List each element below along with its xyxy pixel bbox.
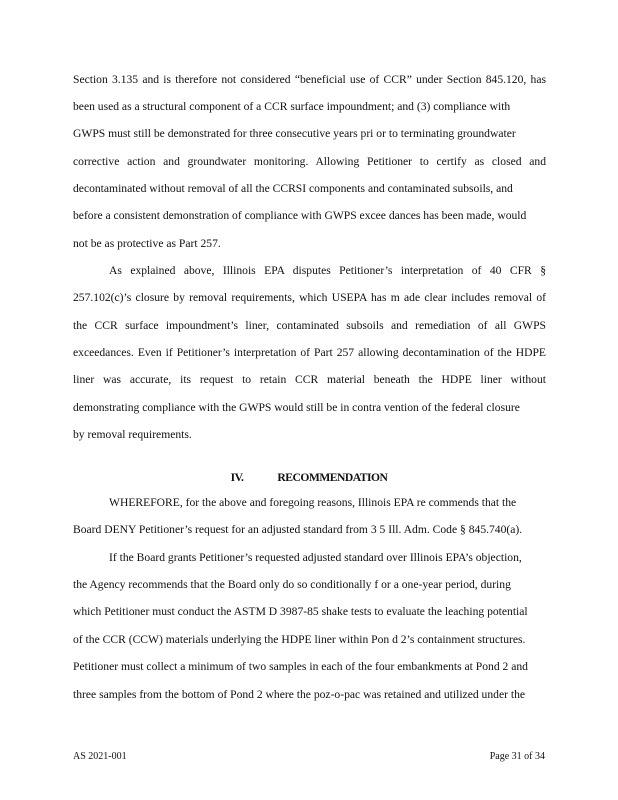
body-line: of the CCR (CCW) materials underlying the HDPE liner within Pon d 2’s containment structures. (73, 633, 526, 646)
section-heading (0, 471, 618, 484)
body-line: before a consistent demonstration of compliance with GWPS excee dances has been made, would (73, 209, 527, 222)
body-line: Petitioner must collect a minimum of two samples in each of the four embankments at Pond 2 and (73, 660, 528, 673)
body-line: the Agency recommends that the Board only do so conditionally f or a one-year period, during (73, 578, 511, 591)
body-line: Board DENY Petitioner’s request for an adjusted standard from 3 5 Ill. Adm. Code § 845.740(a). (73, 523, 523, 536)
section-title: RECOMMENDATION (277, 471, 388, 484)
body-line: liner was accurate, its request to retain CCR material beneath the HDPE liner without (73, 373, 546, 386)
body-line: Section 3.135 and is therefore not considered “beneficial use of CCR” under Section 845.120, has (73, 73, 546, 86)
body-line: exceedances. Even if Petitioner’s interpretation of Part 257 allowing decontamination of the HDPE (73, 346, 546, 359)
body-line: been used as a structural component of a CCR surface impoundment; and (3) compliance with (73, 100, 511, 113)
body-line: If the Board grants Petitioner’s requested adjusted standard over Illinois EPA’s objection, (109, 551, 522, 564)
footer-page-number: Page 31 of 34 (489, 751, 545, 762)
body-line: by removal requirements. (73, 428, 192, 441)
body-line: decontaminated without removal of all the CCRSI components and contaminated subsoils, and (73, 182, 513, 195)
body-line: demonstrating compliance with the GWPS would still be in contra vention of the federal closure (73, 401, 520, 414)
section-number: IV. (230, 471, 244, 484)
body-line: which Petitioner must conduct the ASTM D 3987-85 shake tests to evaluate the leaching potential (73, 605, 528, 618)
body-line: As explained above, Illinois EPA disputes Petitioner’s interpretation of 40 CFR § (109, 264, 546, 277)
body-line: 257.102(c)’s closure by removal requirements, which USEPA has m ade clear includes removal of (73, 291, 546, 304)
body-line: corrective action and groundwater monitoring. Allowing Petitioner to certify as closed and (73, 155, 546, 168)
body-line: three samples from the bottom of Pond 2 where the poz-o-pac was retained and utilized under the (73, 688, 526, 701)
body-line: not be as protective as Part 257. (73, 237, 221, 250)
body-line: the CCR surface impoundment’s liner, contaminated subsoils and remediation of all GWPS (73, 319, 546, 332)
footer-docket: AS 2021-001 (73, 751, 127, 762)
body-line: GWPS must still be demonstrated for three consecutive years pri or to terminating groundwater (73, 127, 516, 140)
body-line: WHEREFORE, for the above and foregoing reasons, Illinois EPA re commends that the (109, 496, 517, 509)
